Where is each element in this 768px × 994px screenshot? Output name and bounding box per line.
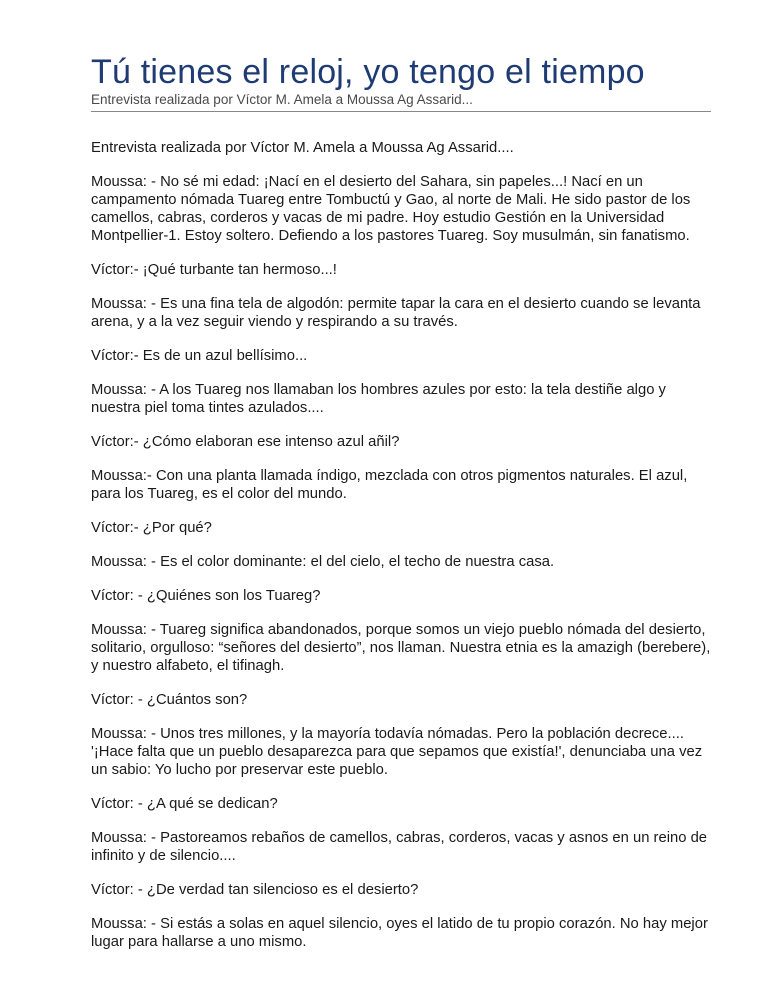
paragraph-question: Víctor:- ¡Qué turbante tan hermoso...!: [91, 262, 337, 278]
paragraph-answer: Moussa: - Es el color dominante: el del cielo, el techo de nuestra casa.: [91, 554, 555, 570]
document-subtitle: Entrevista realizada por Víctor M. Amela a Moussa Ag Assarid...: [91, 92, 711, 112]
document-page: [91, 52, 711, 967]
paragraph-question: Víctor:- ¿Por qué?: [91, 520, 212, 536]
paragraph-answer: Moussa: - No sé mi edad: ¡Nací en el desierto del Sahara, sin papeles...! Nací en un campamento nómada Tuareg entre Tombuctú y Gao, al norte de Mali. He sido pastor de los camellos, cabras, corderos y vacas de mi padre. Hoy estudio Gestión en la Universidad Montpellier-1. Estoy soltero. Defiendo a los pastores Tuareg. Soy musulmán, sin fanatismo.: [91, 174, 691, 244]
paragraph-answer: Moussa:- Con una planta llamada índigo, mezclada con otros pigmentos naturales. El azul, para los Tuareg, es el color del mundo.: [91, 468, 688, 502]
document-body: [91, 139, 711, 951]
document-title: Tú tienes el reloj, yo tengo el tiempo: [91, 53, 645, 91]
paragraph-answer: Moussa: - Es una fina tela de algodón: permite tapar la cara en el desierto cuando se levanta arena, y a la vez seguir viendo y respirando a su través.: [91, 296, 701, 330]
paragraph-answer: Moussa: - Unos tres millones, y la mayoría todavía nómadas. Pero la población decrece.... '¡Hace falta que un pueblo desaparezca para que sepamos que existía!', denunciaba una vez un sabio: Yo lucho por preservar este pueblo.: [91, 726, 703, 778]
paragraph-answer: Moussa: - A los Tuareg nos llamaban los hombres azules por esto: la tela destiñe algo y nuestra piel toma tintes azulados....: [91, 382, 666, 416]
paragraph-question: Víctor:- Es de un azul bellísimo...: [91, 348, 308, 364]
paragraph-question: Víctor: - ¿Cuántos son?: [91, 692, 248, 708]
paragraph-question: Víctor: - ¿Quiénes son los Tuareg?: [91, 588, 321, 604]
paragraph-question: Víctor: - ¿De verdad tan silencioso es el desierto?: [91, 882, 419, 898]
paragraph-answer: Moussa: - Tuareg significa abandonados, porque somos un viejo pueblo nómada del desierto, solitario, orgulloso: “señores del desierto”, nos llaman. Nuestra etnia es la amazigh (berebere), y nuestro alfabeto, el tifinagh.: [91, 622, 711, 674]
paragraph-intro: Entrevista realizada por Víctor M. Amela a Moussa Ag Assarid....: [91, 140, 514, 156]
paragraph-question: Víctor: - ¿A qué se dedican?: [91, 796, 278, 812]
paragraph-answer: Moussa: - Si estás a solas en aquel silencio, oyes el latido de tu propio corazón. No hay mejor lugar para hallarse a uno mismo.: [91, 916, 708, 950]
paragraph-question: Víctor:- ¿Cómo elaboran ese intenso azul añil?: [91, 434, 400, 450]
paragraph-answer: Moussa: - Pastoreamos rebaños de camellos, cabras, corderos, vacas y asnos en un reino de infinito y de silencio....: [91, 830, 708, 864]
